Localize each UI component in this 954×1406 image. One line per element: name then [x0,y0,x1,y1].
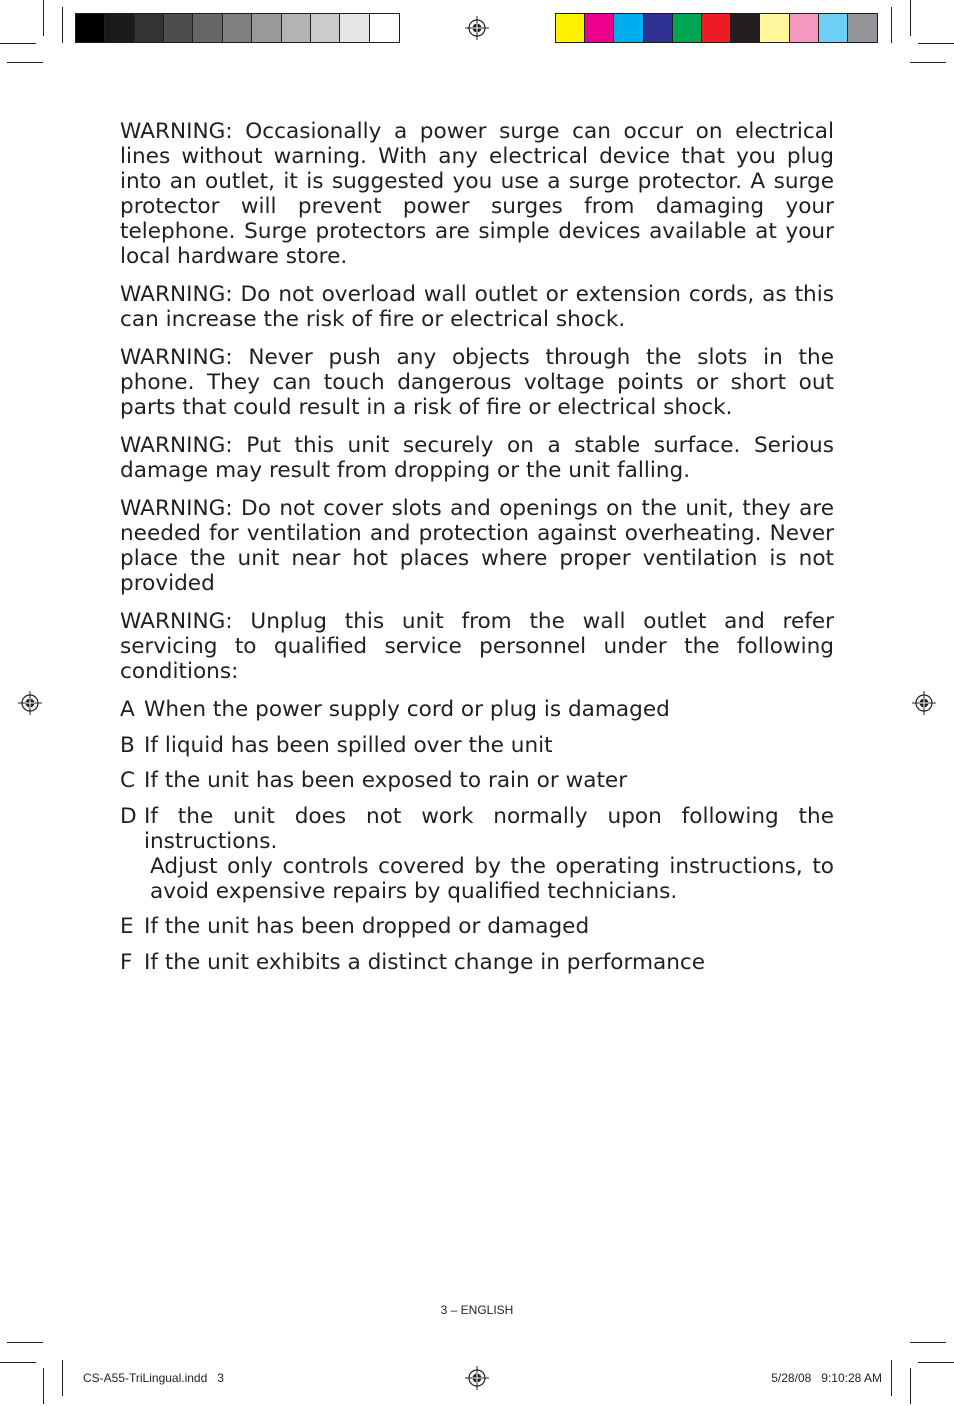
color-swatch [252,14,281,42]
list-item-letter: E [120,914,134,939]
crop-mark [43,1368,44,1404]
crop-mark [918,43,954,44]
list-item [120,950,834,975]
color-swatch [556,14,585,42]
warning-text: Do not overload wall outlet or extension cords, as this can increase the risk of fire or electrical shock. [120,282,834,332]
crop-mark [910,0,911,36]
color-swatch [790,14,819,42]
color-swatch [76,14,105,42]
list-item-text-block [144,804,834,904]
warning-label: WARNING: [120,609,233,634]
warning-text: Never push any objects through the slots in the phone. They can touch dangerous voltage points or short out parts that could result in a risk of fire or electrical shock. [120,345,834,420]
color-swatch [164,14,193,42]
color-swatch [311,14,340,42]
grayscale-color-bar [75,13,400,43]
list-item-letter: F [120,949,133,975]
crop-mark [891,7,892,43]
color-swatch [644,14,673,42]
warning-paragraph [120,282,834,332]
color-swatch [193,14,222,42]
color-swatch [223,14,252,42]
color-swatch [135,14,164,42]
warning-label: WARNING: [120,345,233,370]
warning-paragraph [120,609,834,684]
warning-paragraph [120,119,834,269]
list-item-letter: C [120,768,136,793]
registration-mark-icon [465,16,489,40]
list-item-text: If the unit exhibits a distinct change in performance [144,949,706,975]
color-swatch [105,14,134,42]
crop-mark [891,1360,892,1396]
registration-mark-icon [18,691,42,715]
crop-mark [62,1360,63,1396]
crop-mark [910,1368,911,1404]
warning-text: Put this unit securely on a stable surface. Serious damage may result from dropping or the unit falling. [120,433,834,483]
page-number: 3 – ENGLISH [440,1303,514,1317]
crop-mark [62,7,63,43]
list-item-letter: D [120,803,137,829]
list-item-text: If the unit does not work normally upon following the instructions. [144,803,834,854]
list-item-text: When the power supply cord or plug is damaged [144,697,670,722]
warning-text: Unplug this unit from the wall outlet and refer servicing to qualified service personnel under the following conditions: [120,609,834,684]
color-swatch [819,14,848,42]
color-swatch [848,14,877,42]
warning-paragraph [120,433,834,483]
list-item [120,768,834,793]
color-swatch [340,14,369,42]
list-item [120,697,834,722]
list-item-letter: A [120,697,135,722]
color-swatch [370,14,399,42]
list-item [120,733,834,758]
color-swatch [673,14,702,42]
warning-text: Occasionally a power surge can occur on electrical lines without warning. With any electrical device that you plug into an outlet, it is suggested you use a surge protector. A surge protector will prevent power surges from damaging your telephone. Surge protectors are simple devices available at your local hardware store. [120,119,834,269]
crop-mark [910,62,946,63]
color-swatch [585,14,614,42]
list-item-text: If liquid has been spilled over the unit [144,732,553,758]
color-swatch [702,14,731,42]
slug-filename: CS-A55-TriLingual.indd 3 [83,1371,224,1385]
warning-label: WARNING: [120,496,233,521]
warning-paragraph [120,496,834,596]
list-item-text: If the unit has been exposed to rain or water [144,768,628,793]
process-color-bar [555,13,878,43]
warning-label: WARNING: [120,282,233,307]
warning-paragraph [120,345,834,420]
color-swatch [760,14,789,42]
warning-label: WARNING: [120,433,233,458]
list-item [120,804,834,904]
registration-mark-icon [912,691,936,715]
crop-mark [0,1362,36,1363]
crop-mark [910,1342,946,1343]
list-item [120,914,834,939]
crop-mark [7,62,43,63]
warning-text: Do not cover slots and openings on the unit, they are needed for ventilation and protection against overheating. Never place the unit near hot places where proper ventilation is not provided [120,496,834,596]
color-swatch [614,14,643,42]
color-swatch [731,14,760,42]
list-item-letter: B [120,732,135,758]
color-swatch [282,14,311,42]
list-item-text: If the unit has been dropped or damaged [144,914,590,939]
crop-mark [7,1342,43,1343]
crop-mark [918,1362,954,1363]
warnings-section [120,119,834,985]
crop-mark [0,43,36,44]
registration-mark-icon [465,1366,489,1390]
warning-label: WARNING: [120,119,233,144]
list-item-continuation: Adjust only controls covered by the operating instructions, to avoid expensive repairs by qualified technicians. [150,853,834,904]
slug-timestamp: 5/28/08 9:10:28 AM [771,1371,882,1385]
crop-mark [43,0,44,36]
conditions-list [120,697,834,975]
